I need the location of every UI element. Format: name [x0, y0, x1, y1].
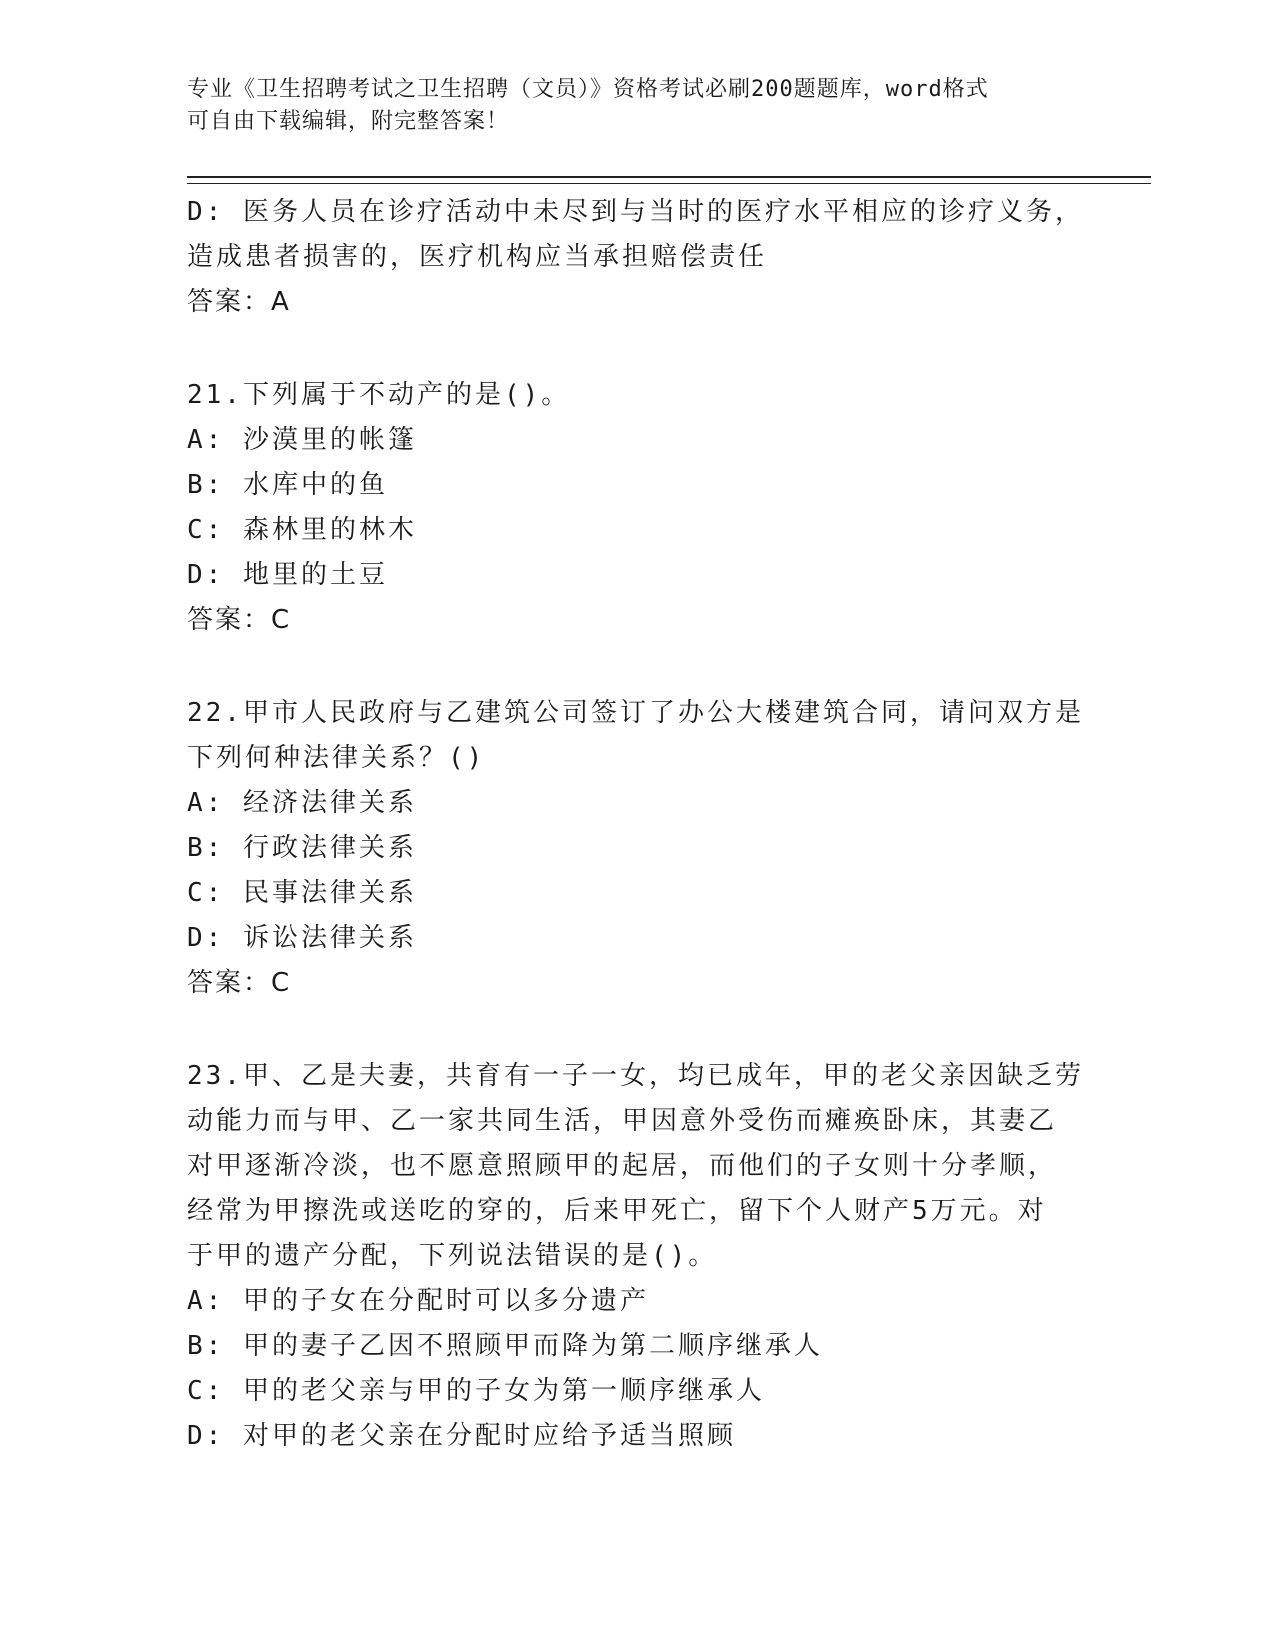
question-21: [187, 373, 1087, 643]
document-body: [187, 190, 1087, 1459]
spacer: [187, 1006, 1087, 1054]
question-stem-continued: 下列何种法律关系？(): [187, 743, 486, 773]
option-d: D: 对甲的老父亲在分配时应给予适当照顾: [187, 1421, 736, 1451]
answer-line: 答案：A: [187, 287, 291, 317]
header-divider: [187, 176, 1151, 184]
option-b: B: 甲的妻子乙因不照顾甲而降为第二顺序继承人: [187, 1331, 823, 1361]
question-23: [187, 1054, 1087, 1459]
question-stem-continued: 对甲逐渐冷淡，也不愿意照顾甲的起居，而他们的子女则十分孝顺，: [187, 1151, 1058, 1181]
option-d: D: 诉讼法律关系: [187, 923, 417, 953]
question-22: [187, 691, 1087, 1006]
option-d: D: 地里的土豆: [187, 560, 388, 590]
option-a: A: 经济法律关系: [187, 788, 417, 818]
previous-question-tail: [187, 190, 1087, 325]
question-stem-continued: 经常为甲擦洗或送吃的穿的，后来甲死亡，留下个人财产5万元。对: [187, 1196, 1047, 1226]
question-stem: 23.甲、乙是夫妻，共育有一子一女，均已成年，甲的老父亲因缺乏劳: [187, 1061, 1084, 1091]
option-b: B: 水库中的鱼: [187, 470, 388, 500]
spacer: [187, 325, 1087, 373]
document-header: [187, 74, 1087, 138]
header-title-line-2: 可自由下载编辑，附完整答案！: [187, 109, 510, 134]
option-b: B: 行政法律关系: [187, 833, 417, 863]
spacer: [187, 643, 1087, 691]
question-stem: 22.甲市人民政府与乙建筑公司签订了办公大楼建筑合同，请问双方是: [187, 698, 1084, 728]
header-title-line-1: 专业《卫生招聘考试之卫生招聘（文员）》资格考试必刷200题题库，word格式: [187, 77, 989, 102]
question-stem-continued: 于甲的遗产分配，下列说法错误的是()。: [187, 1241, 718, 1271]
option-c: C: 民事法律关系: [187, 878, 417, 908]
option-d: D: 医务人员在诊疗活动中未尽到与当时的医疗水平相应的诊疗义务，: [187, 197, 1084, 227]
answer-line: 答案：C: [187, 968, 292, 998]
option-a: A: 沙漠里的帐篷: [187, 425, 417, 455]
option-c: C: 森林里的林木: [187, 515, 417, 545]
option-d-continued: 造成患者损害的，医疗机构应当承担赔偿责任: [187, 242, 768, 272]
option-a: A: 甲的子女在分配时可以多分遗产: [187, 1286, 649, 1316]
answer-line: 答案：C: [187, 605, 292, 635]
question-stem: 21.下列属于不动产的是()。: [187, 380, 571, 410]
question-stem-continued: 动能力而与甲、乙一家共同生活，甲因意外受伤而瘫痪卧床，其妻乙: [187, 1106, 1058, 1136]
option-c: C: 甲的老父亲与甲的子女为第一顺序继承人: [187, 1376, 765, 1406]
